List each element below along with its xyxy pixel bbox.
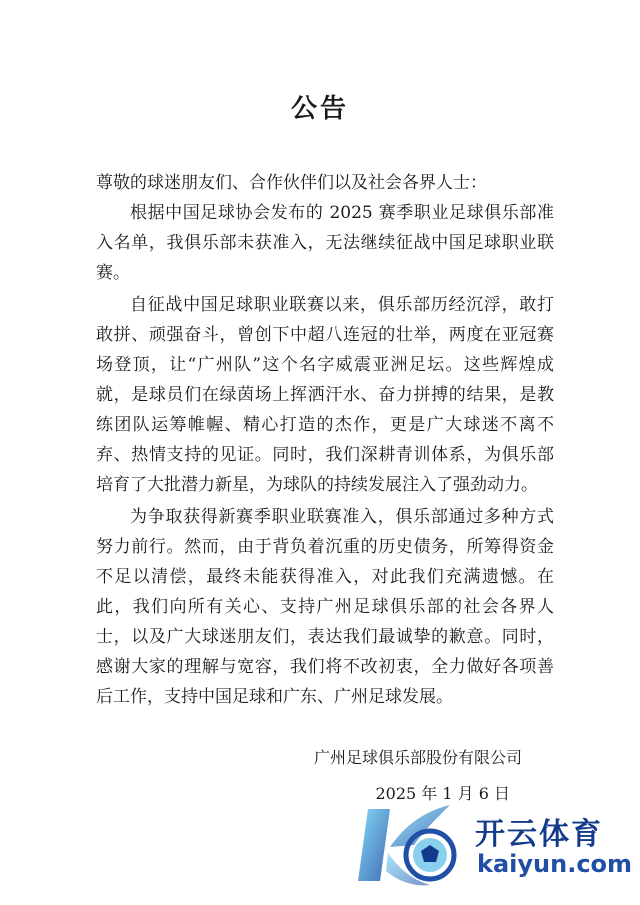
notice-title: 公告 bbox=[290, 94, 349, 124]
watermark bbox=[350, 795, 640, 895]
kaiyun-logo-icon bbox=[350, 795, 470, 895]
watermark-brand-name: 开云体育 bbox=[475, 817, 603, 852]
notice-body bbox=[96, 168, 554, 712]
paragraph-3: 为争取获得新赛季职业联赛准入，俱乐部通过多种方式努力前行。然而，由于背负着沉重的历史债务，所筹得资金不足以清偿，最终未能获得准入，对此我们充满遗憾。在此，我们向所有关心、支持广州足球俱乐部的社会各界人士，以及广大球迷朋友们，表达我们最诚挚的歉意。同时，感谢大家的理解与宽容，我们将不改初衷，全力做好各项善后工作，支持中国足球和广东、广州足球发展。 bbox=[96, 507, 554, 707]
signature-company: 广州足球俱乐部股份有限公司 bbox=[313, 748, 522, 767]
signature-date: 2025 年 1 月 6 日 bbox=[375, 784, 510, 803]
paragraph-2: 自征战中国足球职业联赛以来，俱乐部历经沉浮，敢打敢拼、顽强奋斗，曾创下中超八连冠的壮举，两度在亚冠赛场登顶，让“广州队”这个名字威震亚洲足坛。这些辉煌成就，是球员们在绿茵场上挥洒汗水、奋力拼搏的结果，是教练团队运筹帷幄、精心打造的杰作，更是广大球迷不离不弃、热情支持的见证。同时，我们深耕青训体系，为俱乐部培育了大批潜力新星，为球队的持续发展注入了强劲动力。 bbox=[96, 295, 554, 495]
paragraph-1: 根据中国足球协会发布的 2025 赛季职业足球俱乐部准入名单，我俱乐部未获准入，无法继续征战中国足球职业联赛。 bbox=[96, 203, 554, 283]
watermark-domain: kaiyun.com bbox=[477, 850, 633, 878]
salutation: 尊敬的球迷朋友们、合作伙伴们以及社会各界人士： bbox=[96, 173, 487, 193]
